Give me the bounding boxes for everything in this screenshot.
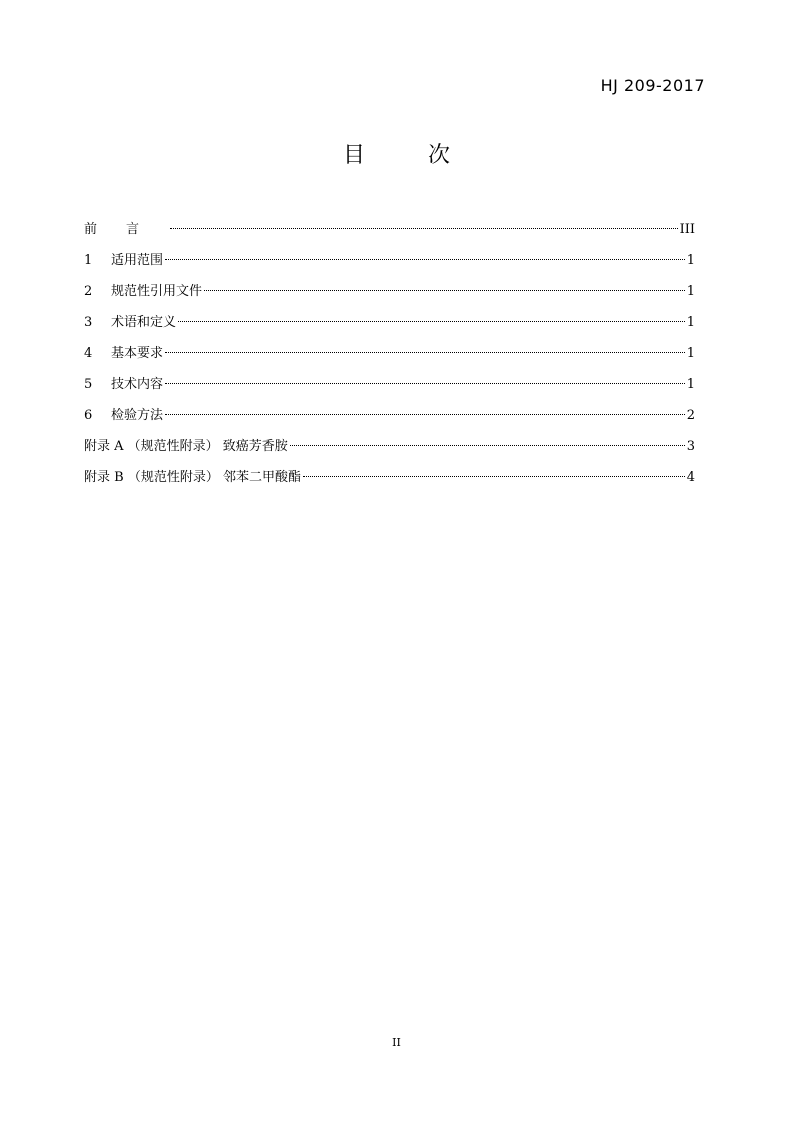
toc-page-number: 1	[686, 346, 695, 361]
toc-entry-appendix-a[interactable]	[84, 437, 695, 468]
toc-entry-label: 检验方法	[111, 408, 164, 423]
toc-entry-basic-requirements[interactable]	[84, 344, 695, 375]
toc-entry-label: 术语和定义	[111, 315, 177, 330]
toc-page-number: 1	[686, 377, 695, 392]
toc-entry-test-methods[interactable]	[84, 406, 695, 437]
toc-entry-terms-definitions[interactable]	[84, 313, 695, 344]
toc-page-number: 2	[686, 408, 695, 423]
toc-page-number: III	[679, 222, 695, 237]
toc-page-number: 1	[686, 315, 695, 330]
toc-section-number: 4	[84, 346, 93, 361]
toc-dot-leader	[165, 259, 685, 260]
toc-entry-scope[interactable]	[84, 251, 695, 282]
toc-section-number: 5	[84, 377, 93, 392]
toc-entry-label: 规范性引用文件	[111, 284, 203, 299]
toc-section-number: 1	[84, 253, 93, 268]
page-number-footer: II	[392, 1036, 401, 1049]
toc-dot-leader	[303, 476, 685, 477]
toc-entry-label: 前言	[84, 222, 169, 237]
toc-section-number: 2	[84, 284, 93, 299]
table-of-contents	[84, 220, 695, 499]
toc-entry-technical-content[interactable]	[84, 375, 695, 406]
toc-entry-normative-references[interactable]	[84, 282, 695, 313]
toc-page-number: 1	[686, 284, 695, 299]
toc-entry-label: 附录 B （规范性附录） 邻苯二甲酸酯	[84, 470, 301, 485]
toc-dot-leader	[178, 321, 685, 322]
toc-page-number: 1	[686, 253, 695, 268]
toc-dot-leader	[290, 445, 685, 446]
toc-dot-leader	[170, 228, 678, 229]
toc-entry-appendix-b[interactable]	[84, 468, 695, 499]
toc-page-number: 3	[686, 439, 695, 454]
toc-dot-leader	[165, 383, 685, 384]
toc-entry-label: 适用范围	[111, 253, 164, 268]
toc-entry-label: 附录 A （规范性附录） 致癌芳香胺	[84, 439, 288, 454]
toc-dot-leader	[165, 352, 685, 353]
toc-section-number: 6	[84, 408, 93, 423]
toc-section-number: 3	[84, 315, 93, 330]
page-title: 目 次	[343, 143, 478, 168]
standard-code: HJ 209-2017	[600, 76, 705, 95]
toc-dot-leader	[204, 290, 685, 291]
toc-entry-foreword[interactable]	[84, 220, 695, 251]
toc-entry-label: 基本要求	[111, 346, 164, 361]
toc-dot-leader	[165, 414, 685, 415]
toc-page-number: 4	[686, 470, 695, 485]
toc-entry-label: 技术内容	[111, 377, 164, 392]
